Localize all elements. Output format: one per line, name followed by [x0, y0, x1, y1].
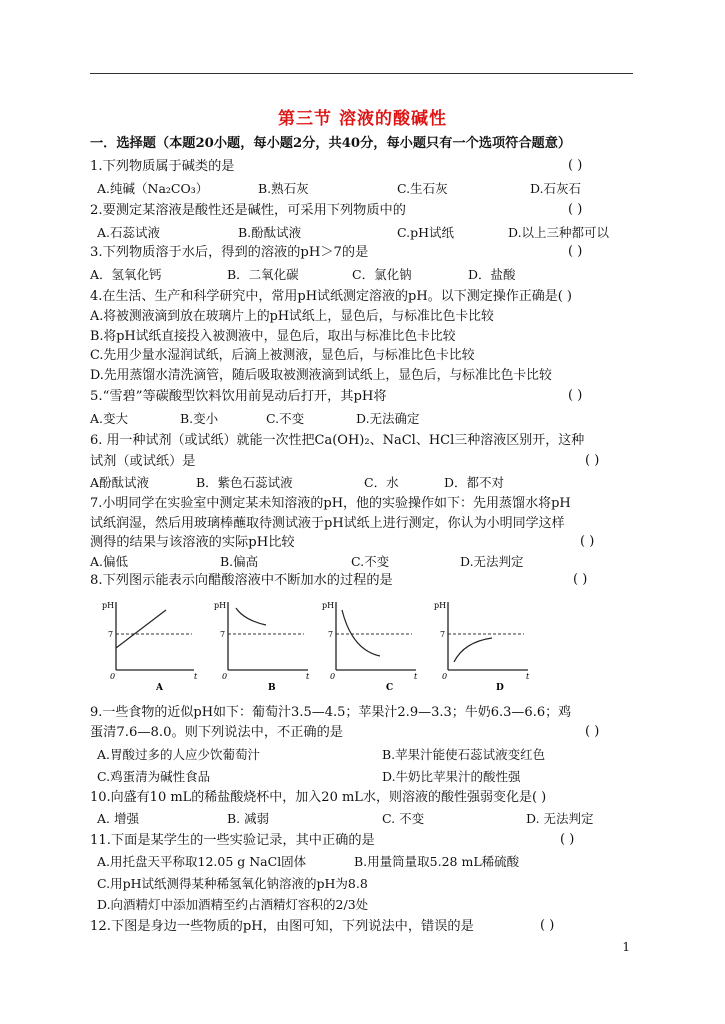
q9-option-a: A.胃酸过多的人应少饮葡萄汁	[97, 747, 261, 762]
graph-a-label: A	[156, 683, 163, 693]
q5-option-b: B.变小	[180, 411, 219, 426]
q4-stem: 4.在生活、生产和科学研究中，常用pH试纸测定溶液的pH。以下测定操作正确是( )	[90, 289, 572, 304]
graph-d-y-label: pH	[434, 601, 447, 610]
q10-stem: 10.向盛有10 mL的稀盐酸烧杯中，加入20 mL水，则溶液的酸性强弱变化是( )	[90, 790, 547, 805]
q2-option-d: D.以上三种都可以	[508, 225, 610, 240]
q1-option-a: A.纯碱（Na₂CO₃）	[97, 181, 209, 196]
q2-option-a: A.石蕊试液	[97, 225, 161, 240]
q3-option-b: B．二氧化碳	[227, 267, 299, 282]
q7-answer-paren: ( )	[580, 534, 595, 549]
q9-option-d: D.牛奶比苹果汁的酸性强	[382, 769, 521, 784]
q3-option-a: A．氢氧化钙	[90, 267, 162, 282]
q3-option-c: C．氯化钠	[352, 267, 412, 282]
q9-stem-line1: 9.一些食物的近似pH如下：葡萄汁3.5—4.5；苹果汁2.9—3.3；牛奶6.3—6.6；鸡	[90, 705, 572, 720]
q3-option-d: D．盐酸	[468, 267, 516, 282]
graph-b-seven: 7	[220, 630, 226, 639]
q6-stem-line2: 试剂（或试纸）是	[90, 454, 196, 469]
graph-d-seven: 7	[440, 630, 446, 639]
q2-stem: 2.要测定某溶液是酸性还是碱性，可采用下列物质中的	[90, 203, 406, 218]
q10-option-c: C. 不变	[382, 811, 425, 826]
q6-option-a: A酚酞试液	[90, 475, 150, 490]
q9-stem-line2: 蛋清7.6—8.0。则下列说法中，不正确的是	[90, 725, 343, 740]
q1-option-d: D.石灰石	[530, 181, 582, 196]
page-title: 第三节 溶液的酸碱性	[278, 109, 447, 129]
graph-c-origin: 0	[330, 672, 336, 681]
section-heading: 一．选择题（本题20小题，每小题2分，共40分，每小题只有一个选项符合题意）	[90, 136, 572, 151]
q12-answer-paren: ( )	[540, 918, 555, 933]
q2-option-b: B.酚酞试液	[238, 225, 302, 240]
q6-option-d: D．都不对	[444, 475, 505, 490]
q5-answer-paren: ( )	[568, 388, 583, 403]
ph-graphs	[98, 598, 538, 696]
q9-answer-paren: ( )	[585, 724, 600, 739]
q11-option-c-text: C.用pH试纸测得某种稀氢氧化钠溶液的pH为8.8	[97, 876, 368, 891]
graph-a	[102, 601, 198, 693]
graph-c-x-label: t	[414, 672, 418, 681]
q5-option-c: C.不变	[266, 411, 305, 426]
graph-c-y-label: pH	[322, 601, 335, 610]
q7-option-b: B.偏高	[220, 554, 259, 569]
q5-stem: 5.“雪碧”等碳酸型饮料饮用前晃动后打开，其pH将	[90, 389, 387, 404]
q5-option-a: A.变大	[90, 411, 129, 426]
graph-c-seven: 7	[328, 630, 334, 639]
q10-option-d: D. 无法判定	[526, 811, 594, 826]
q7-option-c: C.不变	[351, 554, 390, 569]
graph-a-x-label: t	[194, 672, 198, 681]
graph-b-origin: 0	[222, 672, 228, 681]
graph-a-seven: 7	[108, 630, 114, 639]
q6-option-b: B．紫色石蕊试液	[196, 475, 293, 490]
graph-d	[434, 601, 530, 693]
q6-option-c: C．水	[364, 475, 399, 490]
graph-c-label: C	[386, 683, 394, 693]
q1-stem: 1.下列物质属于碱类的是	[90, 159, 235, 174]
q11-option-d-text: D.向酒精灯中添加酒精至约占酒精灯容积的2/3处	[97, 897, 369, 912]
graph-d-origin: 0	[442, 672, 448, 681]
q4-option-d: D.先用蒸馏水清洗滴管，随后吸取被测液滴到试纸上，显色后，与标准比色卡比较	[90, 368, 552, 383]
q4-option-c: C.先用少量水湿润试纸，后滴上被测液，显色后，与标准比色卡比较	[90, 348, 475, 363]
q7-option-a: A.偏低	[90, 554, 129, 569]
q1-option-c: C.生石灰	[397, 181, 448, 196]
q9-option-c: C.鸡蛋清为碱性食品	[97, 769, 211, 784]
q3-stem: 3.下列物质溶于水后，得到的溶液的pH＞7的是	[90, 245, 369, 260]
q6-answer-paren: ( )	[585, 453, 600, 468]
graph-b-label: B	[268, 683, 276, 693]
q12-stem: 12.下图是身边一些物质的pH，由图可知，下列说法中，错误的是	[90, 919, 474, 934]
q11-answer-paren: ( )	[560, 832, 575, 847]
q11-option-b: B.用量筒量取5.28 mL稀硫酸	[354, 854, 520, 869]
q10-option-b: B. 减弱	[227, 811, 270, 826]
q2-option-c: C.pH试纸	[397, 225, 454, 240]
graph-a-origin: 0	[110, 672, 116, 681]
q11-stem: 11.下面是某学生的一些实验记录，其中正确的是	[90, 833, 375, 848]
graph-d-label: D	[496, 683, 504, 693]
q3-answer-paren: ( )	[568, 244, 583, 259]
graph-d-x-label: t	[526, 672, 530, 681]
graph-b	[214, 601, 310, 693]
q8-stem: 8.下列图示能表示向醋酸溶液中不断加水的过程的是	[90, 573, 393, 588]
q7-stem-line2: 试纸润湿，然后用玻璃棒蘸取待测试液于pH试纸上进行测定，你认为小明同学这样	[90, 516, 565, 531]
q7-stem-line3: 测得的结果与该溶液的实际pH比较	[90, 535, 295, 550]
page-number: 1	[622, 940, 630, 954]
graph-b-y-label: pH	[214, 601, 227, 610]
graph-b-x-label: t	[306, 672, 310, 681]
q8-answer-paren: ( )	[573, 572, 588, 587]
q9-option-b: B.苹果汁能使石蕊试液变红色	[382, 747, 546, 762]
q1-option-b: B.熟石灰	[258, 181, 309, 196]
q5-option-d: D.无法确定	[356, 411, 420, 426]
q4-option-a: A.将被测液滴到放在玻璃片上的pH试纸上，显色后，与标准比色卡比较	[90, 309, 494, 324]
q7-stem-line1: 7.小明同学在实验室中测定某未知溶液的pH，他的实验操作如下：先用蒸馏水将pH	[90, 496, 571, 511]
q4-option-b: B.将pH试纸直接投入被测液中，显色后，取出与标准比色卡比较	[90, 329, 456, 344]
q10-option-a: A. 增强	[97, 811, 139, 826]
header-rule	[90, 73, 633, 74]
q2-answer-paren: ( )	[568, 202, 583, 217]
q11-option-a: A.用托盘天平称取12.05 g NaCl固体	[97, 854, 307, 869]
q1-answer-paren: ( )	[568, 158, 583, 173]
q7-option-d: D.无法判定	[460, 554, 524, 569]
graph-a-y-label: pH	[102, 601, 115, 610]
q6-stem-line1: 6. 用一种试剂（或试纸）就能一次性把Ca(OH)₂、NaCl、HCl三种溶液区别开，这种	[90, 433, 585, 448]
graph-c	[322, 601, 418, 693]
